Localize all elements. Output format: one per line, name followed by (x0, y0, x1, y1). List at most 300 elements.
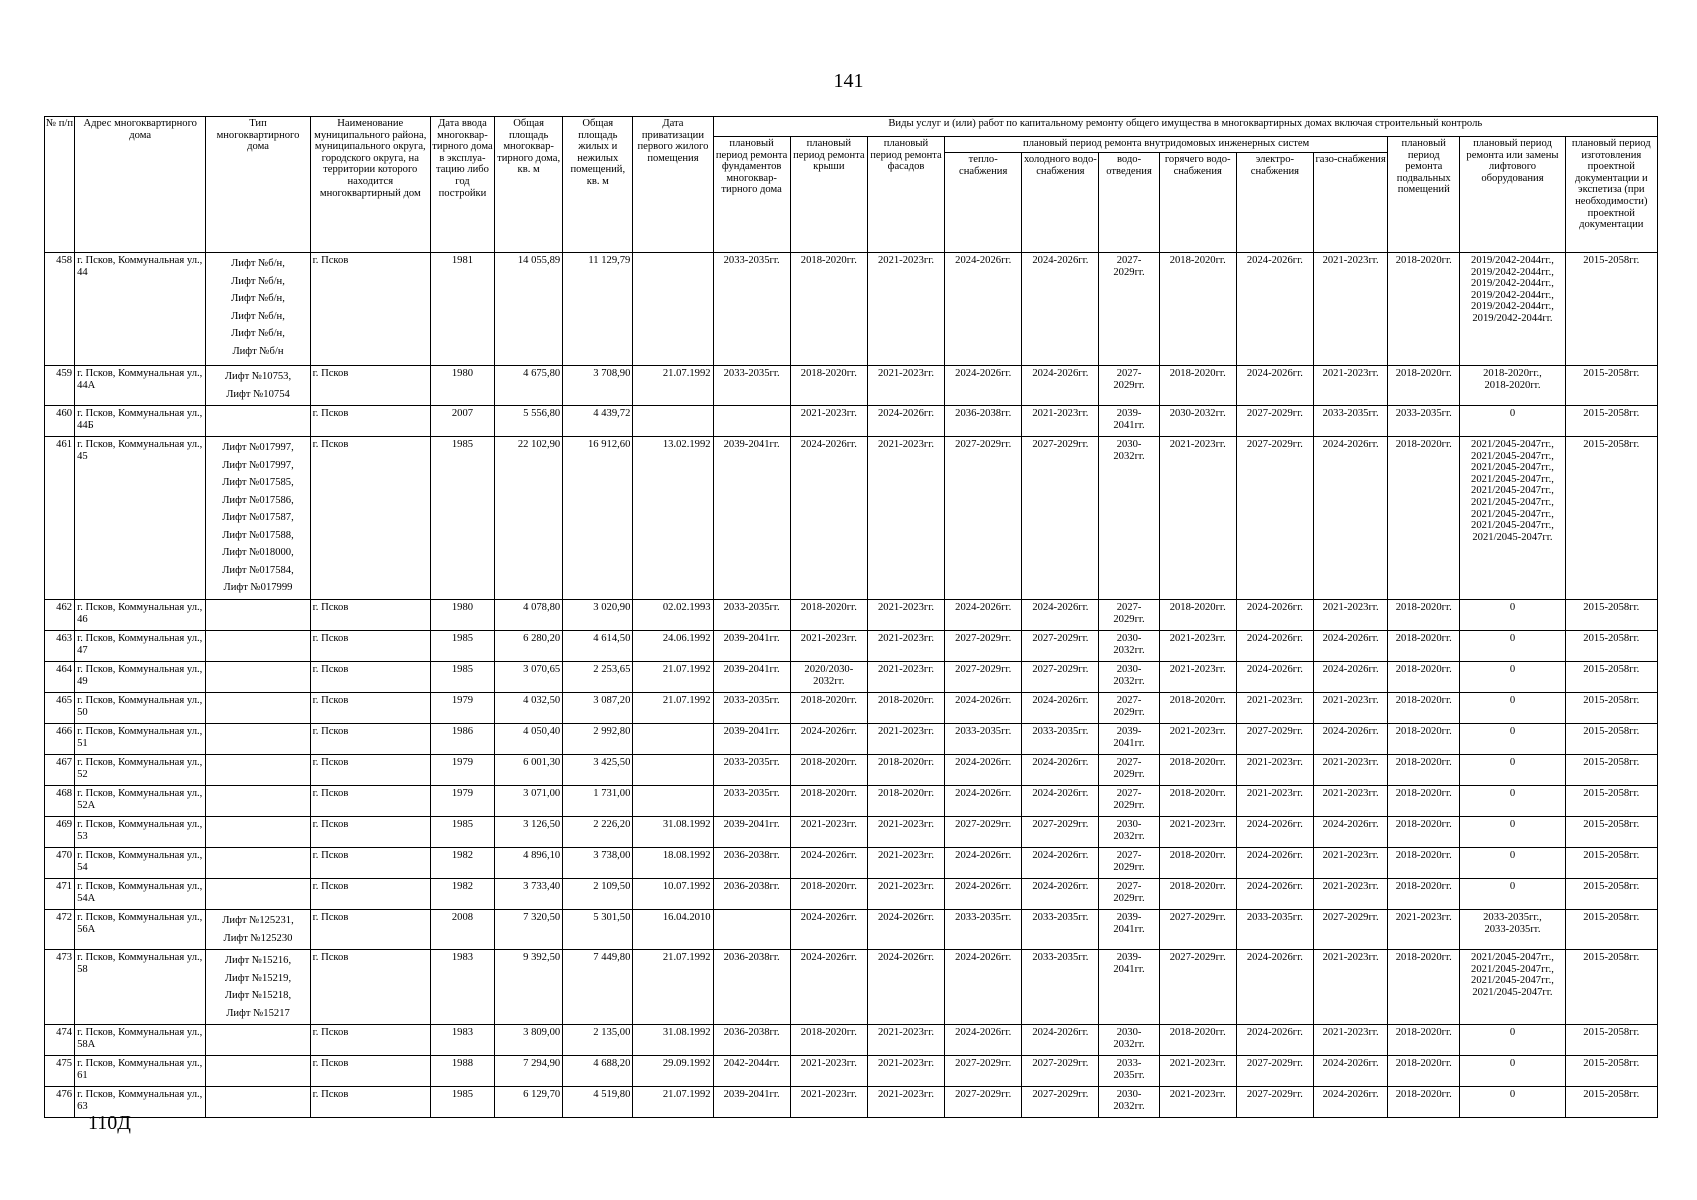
lift-type-cell (206, 910, 310, 950)
electricity-period-cell: 2027-2029гг. (1236, 406, 1313, 437)
electricity-period-cell: 2024-2026гг. (1236, 366, 1313, 406)
sewer-period-cell: 2027-2029гг. (1099, 600, 1159, 631)
header-total-area: Общая площадь многоквар-тирного дома, кв. м (495, 117, 563, 253)
electricity-period-cell: 2027-2029гг. (1236, 1056, 1313, 1087)
privatization-date-cell: 02.02.1993 (633, 600, 713, 631)
district-cell: г. Псков (310, 366, 430, 406)
hot-water-period-cell: 2027-2029гг. (1159, 950, 1236, 1025)
address-cell: г. Псков, Коммунальная ул., 58 (75, 950, 206, 1025)
cold-water-period-cell: 2027-2029гг. (1022, 1087, 1099, 1118)
basement-period-cell: 2018-2020гг. (1388, 253, 1460, 366)
basement-period-cell: 2018-2020гг. (1388, 1087, 1460, 1118)
electricity-period-cell: 2024-2026гг. (1236, 631, 1313, 662)
header-lift: плановый период ремонта или замены лифтового оборудования (1460, 137, 1565, 253)
year-cell: 1979 (430, 755, 494, 786)
cold-water-period-cell: 2024-2026гг. (1022, 693, 1099, 724)
lift-replacement-entry: 0 (1509, 757, 1516, 768)
row-number: 476 (45, 1087, 75, 1118)
row-number: 467 (45, 755, 75, 786)
row-number: 460 (45, 406, 75, 437)
address-cell: г. Псков, Коммунальная ул., 58А (75, 1025, 206, 1056)
design-period-cell: 2015-2058гг. (1565, 600, 1657, 631)
design-period-cell: 2015-2058гг. (1565, 786, 1657, 817)
lift-replacement-cell (1460, 253, 1565, 366)
roof-period-cell: 2020/2030-2032гг. (790, 662, 867, 693)
facade-period-cell: 2018-2020гг. (867, 755, 944, 786)
district-cell: г. Псков (310, 1087, 430, 1118)
electricity-period-cell: 2024-2026гг. (1236, 950, 1313, 1025)
lift-type-cell (206, 600, 310, 631)
hot-water-period-cell: 2018-2020гг. (1159, 693, 1236, 724)
header-engineering-group: плановый период ремонта внутридомовых инженерных систем (945, 137, 1388, 153)
table-row (45, 366, 1658, 406)
lift-entry: Лифт №10753, (224, 371, 292, 382)
lift-entry: Лифт №б/н (232, 345, 284, 357)
year-cell: 1988 (430, 1056, 494, 1087)
address-cell: г. Псков, Коммунальная ул., 46 (75, 600, 206, 631)
header-cold-water: холодного водо-снабжения (1022, 153, 1099, 253)
living-area-cell: 3 020,90 (563, 600, 633, 631)
living-area-cell: 16 912,60 (563, 437, 633, 600)
hot-water-period-cell: 2030-2032гг. (1159, 406, 1236, 437)
foundation-period-cell: 2039-2041гг. (713, 437, 790, 600)
privatization-date-cell (633, 406, 713, 437)
heat-period-cell: 2027-2029гг. (945, 631, 1022, 662)
lift-replacement-cell (1460, 950, 1565, 1025)
address-cell: г. Псков, Коммунальная ул., 47 (75, 631, 206, 662)
header-address: Адрес многоквартирного дома (75, 117, 206, 253)
row-number: 458 (45, 253, 75, 366)
living-area-cell: 11 129,79 (563, 253, 633, 366)
facade-period-cell: 2021-2023гг. (867, 600, 944, 631)
lift-entry: Лифт №017588, (222, 529, 294, 541)
lift-type-cell (206, 755, 310, 786)
privatization-date-cell: 21.07.1992 (633, 366, 713, 406)
design-period-cell: 2015-2058гг. (1565, 662, 1657, 693)
footer-code: 110Д (88, 1112, 131, 1134)
roof-period-cell: 2018-2020гг. (790, 786, 867, 817)
facade-period-cell: 2021-2023гг. (867, 1056, 944, 1087)
total-area-cell: 4 032,50 (495, 693, 563, 724)
gas-period-cell: 2021-2023гг. (1314, 1025, 1388, 1056)
year-cell: 1981 (430, 253, 494, 366)
basement-period-cell: 2018-2020гг. (1388, 1056, 1460, 1087)
basement-period-cell: 2021-2023гг. (1388, 910, 1460, 950)
lift-entry: Лифт №б/н, (231, 293, 285, 304)
lift-replacement-entry: 2021/2045-2047гг., (1471, 975, 1554, 987)
header-living-area: Общая площадь жилых и нежилых помещений, кв. м (563, 117, 633, 253)
basement-period-cell: 2018-2020гг. (1388, 693, 1460, 724)
district-cell: г. Псков (310, 693, 430, 724)
roof-period-cell: 2018-2020гг. (790, 755, 867, 786)
row-number: 475 (45, 1056, 75, 1087)
electricity-period-cell: 2033-2035гг. (1236, 910, 1313, 950)
sewer-period-cell: 2039-2041гг. (1099, 910, 1159, 950)
header-basement: плановый период ремонта подвальных помещений (1388, 137, 1460, 253)
lift-entry: Лифт №10754 (226, 388, 290, 400)
design-period-cell: 2015-2058гг. (1565, 1087, 1657, 1118)
basement-period-cell: 2018-2020гг. (1388, 848, 1460, 879)
total-area-cell: 6 129,70 (495, 1087, 563, 1118)
year-cell: 2008 (430, 910, 494, 950)
header-sewer: водо-отведения (1099, 153, 1159, 253)
privatization-date-cell: 18.08.1992 (633, 848, 713, 879)
lift-entry: Лифт №018000, (222, 547, 294, 558)
lift-replacement-cell (1460, 755, 1565, 786)
lift-type-cell (206, 1056, 310, 1087)
sewer-period-cell: 2027-2029гг. (1099, 366, 1159, 406)
living-area-cell: 3 425,50 (563, 755, 633, 786)
district-cell: г. Псков (310, 662, 430, 693)
living-area-cell: 3 738,00 (563, 848, 633, 879)
lift-entry: Лифт №017997, (222, 442, 294, 453)
design-period-cell: 2015-2058гг. (1565, 950, 1657, 1025)
cold-water-period-cell: 2024-2026гг. (1022, 848, 1099, 879)
hot-water-period-cell: 2018-2020гг. (1159, 253, 1236, 366)
lift-replacement-entry: 2021/2045-2047гг., (1471, 963, 1554, 975)
living-area-cell: 4 519,80 (563, 1087, 633, 1118)
year-cell: 1979 (430, 693, 494, 724)
sewer-period-cell: 2039-2041гг. (1099, 406, 1159, 437)
design-period-cell: 2015-2058гг. (1565, 817, 1657, 848)
roof-period-cell: 2018-2020гг. (790, 693, 867, 724)
table-row (45, 1087, 1658, 1118)
lift-entry: Лифт №125231, (222, 915, 294, 926)
lift-replacement-entry: 2021/2045-2047гг., (1471, 496, 1554, 508)
lift-type-cell (206, 1087, 310, 1118)
hot-water-period-cell: 2018-2020гг. (1159, 600, 1236, 631)
hot-water-period-cell: 2018-2020гг. (1159, 1025, 1236, 1056)
total-area-cell: 3 070,65 (495, 662, 563, 693)
electricity-period-cell: 2024-2026гг. (1236, 253, 1313, 366)
total-area-cell: 4 078,80 (495, 600, 563, 631)
lift-replacement-entry: 0 (1509, 633, 1516, 644)
lift-replacement-entry: 2019/2042-2044гг., (1471, 266, 1554, 278)
lift-replacement-entry: 0 (1509, 664, 1516, 675)
total-area-cell: 7 294,90 (495, 1056, 563, 1087)
address-cell: г. Псков, Коммунальная ул., 44Б (75, 406, 206, 437)
address-cell: г. Псков, Коммунальная ул., 45 (75, 437, 206, 600)
header-year: Дата ввода многоквар-тирного дома в эксплуа-тацию либо год постройки (430, 117, 494, 253)
hot-water-period-cell: 2018-2020гг. (1159, 786, 1236, 817)
lift-replacement-entry: 2021/2045-2047гг., (1471, 439, 1554, 450)
design-period-cell: 2015-2058гг. (1565, 437, 1657, 600)
lift-replacement-entry: 2021/2045-2047гг. (1472, 531, 1553, 543)
foundation-period-cell: 2033-2035гг. (713, 693, 790, 724)
district-cell: г. Псков (310, 950, 430, 1025)
district-cell: г. Псков (310, 755, 430, 786)
facade-period-cell: 2021-2023гг. (867, 817, 944, 848)
table-row (45, 817, 1658, 848)
roof-period-cell: 2018-2020гг. (790, 879, 867, 910)
lift-replacement-entry: 0 (1509, 1089, 1516, 1100)
cold-water-period-cell: 2024-2026гг. (1022, 366, 1099, 406)
roof-period-cell: 2024-2026гг. (790, 437, 867, 600)
living-area-cell: 7 449,80 (563, 950, 633, 1025)
row-number: 472 (45, 910, 75, 950)
lift-type-cell (206, 662, 310, 693)
foundation-period-cell (713, 406, 790, 437)
gas-period-cell: 2021-2023гг. (1314, 693, 1388, 724)
capital-repair-table (44, 116, 1658, 1118)
lift-entry: Лифт №15219, (224, 972, 292, 984)
sewer-period-cell: 2030-2032гг. (1099, 662, 1159, 693)
lift-type-cell (206, 817, 310, 848)
lift-entry: Лифт №125230 (223, 932, 293, 944)
address-cell: г. Псков, Коммунальная ул., 52А (75, 786, 206, 817)
gas-period-cell: 2021-2023гг. (1314, 786, 1388, 817)
privatization-date-cell (633, 253, 713, 366)
gas-period-cell: 2024-2026гг. (1314, 437, 1388, 600)
privatization-date-cell: 24.06.1992 (633, 631, 713, 662)
facade-period-cell: 2021-2023гг. (867, 631, 944, 662)
hot-water-period-cell: 2018-2020гг. (1159, 366, 1236, 406)
lift-replacement-cell (1460, 662, 1565, 693)
lift-type-cell (206, 786, 310, 817)
privatization-date-cell: 13.02.1992 (633, 437, 713, 600)
row-number: 462 (45, 600, 75, 631)
sewer-period-cell: 2030-2032гг. (1099, 437, 1159, 600)
gas-period-cell: 2024-2026гг. (1314, 662, 1388, 693)
foundation-period-cell: 2036-2038гг. (713, 848, 790, 879)
gas-period-cell: 2024-2026гг. (1314, 1087, 1388, 1118)
roof-period-cell: 2021-2023гг. (790, 1087, 867, 1118)
sewer-period-cell: 2027-2029гг. (1099, 755, 1159, 786)
sewer-period-cell: 2030-2032гг. (1099, 1025, 1159, 1056)
lift-entry: Лифт №017584, (222, 564, 294, 576)
living-area-cell: 2 253,65 (563, 662, 633, 693)
year-cell: 1985 (430, 817, 494, 848)
foundation-period-cell (713, 910, 790, 950)
sewer-period-cell: 2027-2029гг. (1099, 253, 1159, 366)
row-number: 463 (45, 631, 75, 662)
lift-replacement-cell (1460, 1056, 1565, 1087)
basement-period-cell: 2018-2020гг. (1388, 631, 1460, 662)
heat-period-cell: 2027-2029гг. (945, 1056, 1022, 1087)
roof-period-cell: 2021-2023гг. (790, 406, 867, 437)
heat-period-cell: 2024-2026гг. (945, 693, 1022, 724)
gas-period-cell: 2027-2029гг. (1314, 910, 1388, 950)
year-cell: 1983 (430, 950, 494, 1025)
gas-period-cell: 2021-2023гг. (1314, 950, 1388, 1025)
address-cell: г. Псков, Коммунальная ул., 56А (75, 910, 206, 950)
address-cell: г. Псков, Коммунальная ул., 54А (75, 879, 206, 910)
lift-replacement-entry: 2019/2042-2044гг., (1471, 301, 1554, 313)
lift-type-cell (206, 631, 310, 662)
privatization-date-cell: 21.07.1992 (633, 1087, 713, 1118)
hot-water-period-cell: 2018-2020гг. (1159, 848, 1236, 879)
heat-period-cell: 2024-2026гг. (945, 786, 1022, 817)
year-cell: 1985 (430, 1087, 494, 1118)
basement-period-cell: 2018-2020гг. (1388, 600, 1460, 631)
heat-period-cell: 2024-2026гг. (945, 1025, 1022, 1056)
privatization-date-cell (633, 724, 713, 755)
privatization-date-cell: 21.07.1992 (633, 950, 713, 1025)
design-period-cell: 2015-2058гг. (1565, 879, 1657, 910)
living-area-cell: 1 731,00 (563, 786, 633, 817)
lift-replacement-entry: 2021/2045-2047гг., (1471, 485, 1554, 497)
lift-entry: Лифт №15218, (224, 990, 292, 1001)
privatization-date-cell (633, 786, 713, 817)
facade-period-cell: 2021-2023гг. (867, 1087, 944, 1118)
row-number: 464 (45, 662, 75, 693)
roof-period-cell: 2021-2023гг. (790, 817, 867, 848)
row-number: 468 (45, 786, 75, 817)
design-period-cell: 2015-2058гг. (1565, 631, 1657, 662)
electricity-period-cell: 2024-2026гг. (1236, 879, 1313, 910)
facade-period-cell: 2021-2023гг. (867, 366, 944, 406)
total-area-cell: 4 050,40 (495, 724, 563, 755)
foundation-period-cell: 2033-2035гг. (713, 600, 790, 631)
roof-period-cell: 2021-2023гг. (790, 1056, 867, 1087)
district-cell: г. Псков (310, 1056, 430, 1087)
privatization-date-cell: 31.08.1992 (633, 1025, 713, 1056)
header-hot-water: горячего водо-снабжения (1159, 153, 1236, 253)
lift-type-cell (206, 724, 310, 755)
privatization-date-cell: 21.07.1992 (633, 693, 713, 724)
roof-period-cell: 2018-2020гг. (790, 253, 867, 366)
row-number: 473 (45, 950, 75, 1025)
gas-period-cell: 2021-2023гг. (1314, 755, 1388, 786)
gas-period-cell: 2021-2023гг. (1314, 879, 1388, 910)
row-number: 470 (45, 848, 75, 879)
lift-replacement-entry: 2019/2042-2044гг., (1471, 289, 1554, 301)
sewer-period-cell: 2030-2032гг. (1099, 631, 1159, 662)
total-area-cell: 5 556,80 (495, 406, 563, 437)
cold-water-period-cell: 2024-2026гг. (1022, 600, 1099, 631)
hot-water-period-cell: 2021-2023гг. (1159, 817, 1236, 848)
lift-replacement-entry: 0 (1509, 726, 1516, 737)
lift-replacement-cell (1460, 406, 1565, 437)
table-row (45, 950, 1658, 1025)
address-cell: г. Псков, Коммунальная ул., 61 (75, 1056, 206, 1087)
facade-period-cell: 2018-2020гг. (867, 786, 944, 817)
cold-water-period-cell: 2033-2035гг. (1022, 724, 1099, 755)
lift-replacement-entry: 2033-2035гг. (1484, 923, 1541, 935)
lift-replacement-cell (1460, 600, 1565, 631)
hot-water-period-cell: 2021-2023гг. (1159, 631, 1236, 662)
lift-replacement-entry: 0 (1509, 695, 1516, 706)
lift-entry: Лифт №б/н, (231, 258, 285, 269)
lift-replacement-entry: 0 (1509, 788, 1516, 799)
gas-period-cell: 2033-2035гг. (1314, 406, 1388, 437)
lift-replacement-entry: 2019/2042-2044гг., (1471, 255, 1554, 266)
lift-entry: Лифт №б/н, (231, 310, 285, 322)
privatization-date-cell: 10.07.1992 (633, 879, 713, 910)
roof-period-cell: 2018-2020гг. (790, 600, 867, 631)
lift-replacement-entry: 2021/2045-2047гг., (1471, 473, 1554, 485)
row-number: 469 (45, 817, 75, 848)
design-period-cell: 2015-2058гг. (1565, 1025, 1657, 1056)
sewer-period-cell: 2027-2029гг. (1099, 693, 1159, 724)
sewer-period-cell: 2027-2029гг. (1099, 879, 1159, 910)
living-area-cell: 4 439,72 (563, 406, 633, 437)
lift-replacement-entry: 2021/2045-2047гг., (1471, 952, 1554, 963)
table-row (45, 406, 1658, 437)
basement-period-cell: 2018-2020гг. (1388, 724, 1460, 755)
living-area-cell: 2 226,20 (563, 817, 633, 848)
table-row (45, 755, 1658, 786)
district-cell: г. Псков (310, 817, 430, 848)
cold-water-period-cell: 2027-2029гг. (1022, 631, 1099, 662)
facade-period-cell: 2021-2023гг. (867, 1025, 944, 1056)
sewer-period-cell: 2039-2041гг. (1099, 950, 1159, 1025)
lift-replacement-cell (1460, 1087, 1565, 1118)
hot-water-period-cell: 2021-2023гг. (1159, 1056, 1236, 1087)
year-cell: 1986 (430, 724, 494, 755)
living-area-cell: 2 135,00 (563, 1025, 633, 1056)
lift-type-cell (206, 848, 310, 879)
header-electricity: электро-снабжения (1236, 153, 1313, 253)
header-type: Тип многоквартирного дома (206, 117, 310, 253)
facade-period-cell: 2024-2026гг. (867, 950, 944, 1025)
electricity-period-cell: 2027-2029гг. (1236, 437, 1313, 600)
foundation-period-cell: 2036-2038гг. (713, 1025, 790, 1056)
cold-water-period-cell: 2024-2026гг. (1022, 253, 1099, 366)
foundation-period-cell: 2039-2041гг. (713, 1087, 790, 1118)
row-number: 466 (45, 724, 75, 755)
header-gas: газо-снабжения (1314, 153, 1388, 253)
table-row (45, 724, 1658, 755)
facade-period-cell: 2021-2023гг. (867, 662, 944, 693)
hot-water-period-cell: 2018-2020гг. (1159, 879, 1236, 910)
header-heat: тепло-снабжения (945, 153, 1022, 253)
table-body (45, 253, 1658, 1118)
lift-replacement-entry: 2019/2042-2044гг. (1472, 312, 1553, 324)
privatization-date-cell: 16.04.2010 (633, 910, 713, 950)
table-row (45, 662, 1658, 693)
basement-period-cell: 2018-2020гг. (1388, 437, 1460, 600)
lift-entry: Лифт №017587, (222, 512, 294, 523)
gas-period-cell: 2024-2026гг. (1314, 631, 1388, 662)
address-cell: г. Псков, Коммунальная ул., 50 (75, 693, 206, 724)
lift-replacement-cell (1460, 437, 1565, 600)
lift-replacement-entry: 2019/2042-2044гг., (1471, 278, 1554, 290)
year-cell: 1980 (430, 600, 494, 631)
row-number: 465 (45, 693, 75, 724)
design-period-cell: 2015-2058гг. (1565, 1056, 1657, 1087)
roof-period-cell: 2018-2020гг. (790, 1025, 867, 1056)
lift-replacement-entry: 0 (1509, 819, 1516, 830)
design-period-cell: 2015-2058гг. (1565, 253, 1657, 366)
year-cell: 1980 (430, 366, 494, 406)
roof-period-cell: 2018-2020гг. (790, 366, 867, 406)
cold-water-period-cell: 2027-2029гг. (1022, 662, 1099, 693)
heat-period-cell: 2027-2029гг. (945, 817, 1022, 848)
heat-period-cell: 2033-2035гг. (945, 910, 1022, 950)
address-cell: г. Псков, Коммунальная ул., 63 (75, 1087, 206, 1118)
heat-period-cell: 2024-2026гг. (945, 253, 1022, 366)
lift-type-cell (206, 406, 310, 437)
cold-water-period-cell: 2024-2026гг. (1022, 755, 1099, 786)
lift-type-cell (206, 879, 310, 910)
district-cell: г. Псков (310, 910, 430, 950)
lift-entry: Лифт №017999 (223, 582, 293, 593)
lift-type-cell (206, 437, 310, 600)
table-row (45, 1025, 1658, 1056)
lift-replacement-entry: 0 (1509, 1058, 1516, 1069)
lift-replacement-entry: 0 (1509, 850, 1516, 861)
roof-period-cell: 2024-2026гг. (790, 848, 867, 879)
living-area-cell: 5 301,50 (563, 910, 633, 950)
district-cell: г. Псков (310, 600, 430, 631)
hot-water-period-cell: 2027-2029гг. (1159, 910, 1236, 950)
lift-replacement-cell (1460, 693, 1565, 724)
sewer-period-cell: 2027-2029гг. (1099, 848, 1159, 879)
header-works-group: Виды услуг и (или) работ по капитальному ремонту общего имущества в многоквартирных домах включая строительный контроль (713, 117, 1657, 137)
header-privatization: Дата приватизации первого жилого помещения (633, 117, 713, 253)
sewer-period-cell: 2030-2032гг. (1099, 1087, 1159, 1118)
